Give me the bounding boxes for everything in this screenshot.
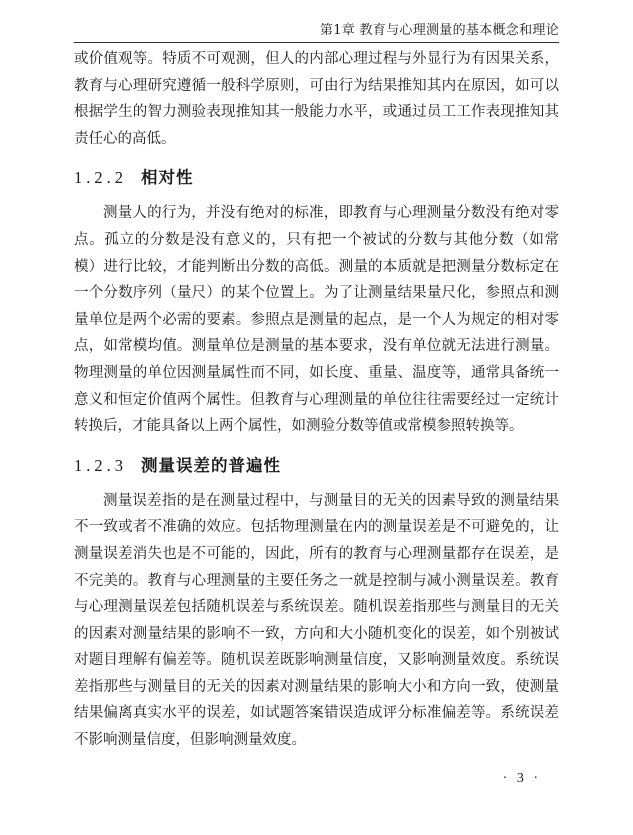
running-title: 第1章 教育与心理测量的基本概念和理论: [319, 23, 559, 38]
section-title: 测量误差的普遍性: [141, 455, 281, 475]
section-title: 相对性: [141, 168, 194, 188]
section-number: 1.2.3: [74, 455, 127, 475]
section-heading-1-2-2: [74, 166, 559, 190]
section-paragraph-1-2-3: 测量误差指的是在测量过程中，与测量目的无关的因素导致的测量结果不一致或者不准确的效应。包括物理测量在内的测量误差是不可避免的，让测量误差消失也是不可能的，因此，所有的教育与心理测量都存在误差，是不完美的。教育与心理测量的主要任务之一就是控制与减小测量误差。教育与心理测量误差包括随机误差与系统误差。随机误差指那些与测量目的无关的因素对测量结果的影响不一致，方向和大小随机变化的误差，如个别被试对题目理解有偏差等。随机误差既影响测量信度，又影响测量效度。系统误差指那些与测量目的无关的因素对测量结果的影响大小和方向一致，使测量结果偏离真实水平的误差，如试题答案错误造成评分标准偏差等。系统误差不影响测量信度，但影响测量效度。: [74, 492, 559, 749]
section-number: 1.2.2: [74, 168, 127, 188]
page-body: [74, 46, 559, 754]
section-paragraph-1-2-2: 测量人的行为，并没有绝对的标准，即教育与心理测量分数没有绝对零点。孤立的分数是没有意义的，只有把一个被试的分数与其他分数（如常模）进行比较，才能判断出分数的高低。测量的本质就是把测量分数标定在一个分数序列（量尺）的某个位置上。为了让测量结果量尺化，参照点和测量单位是两个必需的要素。参照点是测量的起点，是一个人为规定的相对零点，如常模均值。测量单位是测量的基本要求，没有单位就无法进行测量。物理测量的单位因测量属性而不同，如长度、重量、温度等，通常具备统一意义和恒定价值两个属性。但教育与心理测量的单位往往需要经过一定统计转换后，才能具备以上两个属性，如测验分数等值或常模参照转换等。: [74, 205, 559, 435]
continued-paragraph: 或价值观等。特质不可观测，但人的内部心理过程与外显行为有因果关系，教育与心理研究遵循一般科学原则，可由行为结果推知其内在原因，如可以根据学生的智力测验表现推知其一般能力水平，或通过员工工作表现推知其责任心的高低。: [74, 51, 559, 147]
running-header: [74, 22, 559, 43]
page-number: · 3 ·: [502, 771, 541, 786]
section-heading-1-2-3: [74, 454, 559, 478]
